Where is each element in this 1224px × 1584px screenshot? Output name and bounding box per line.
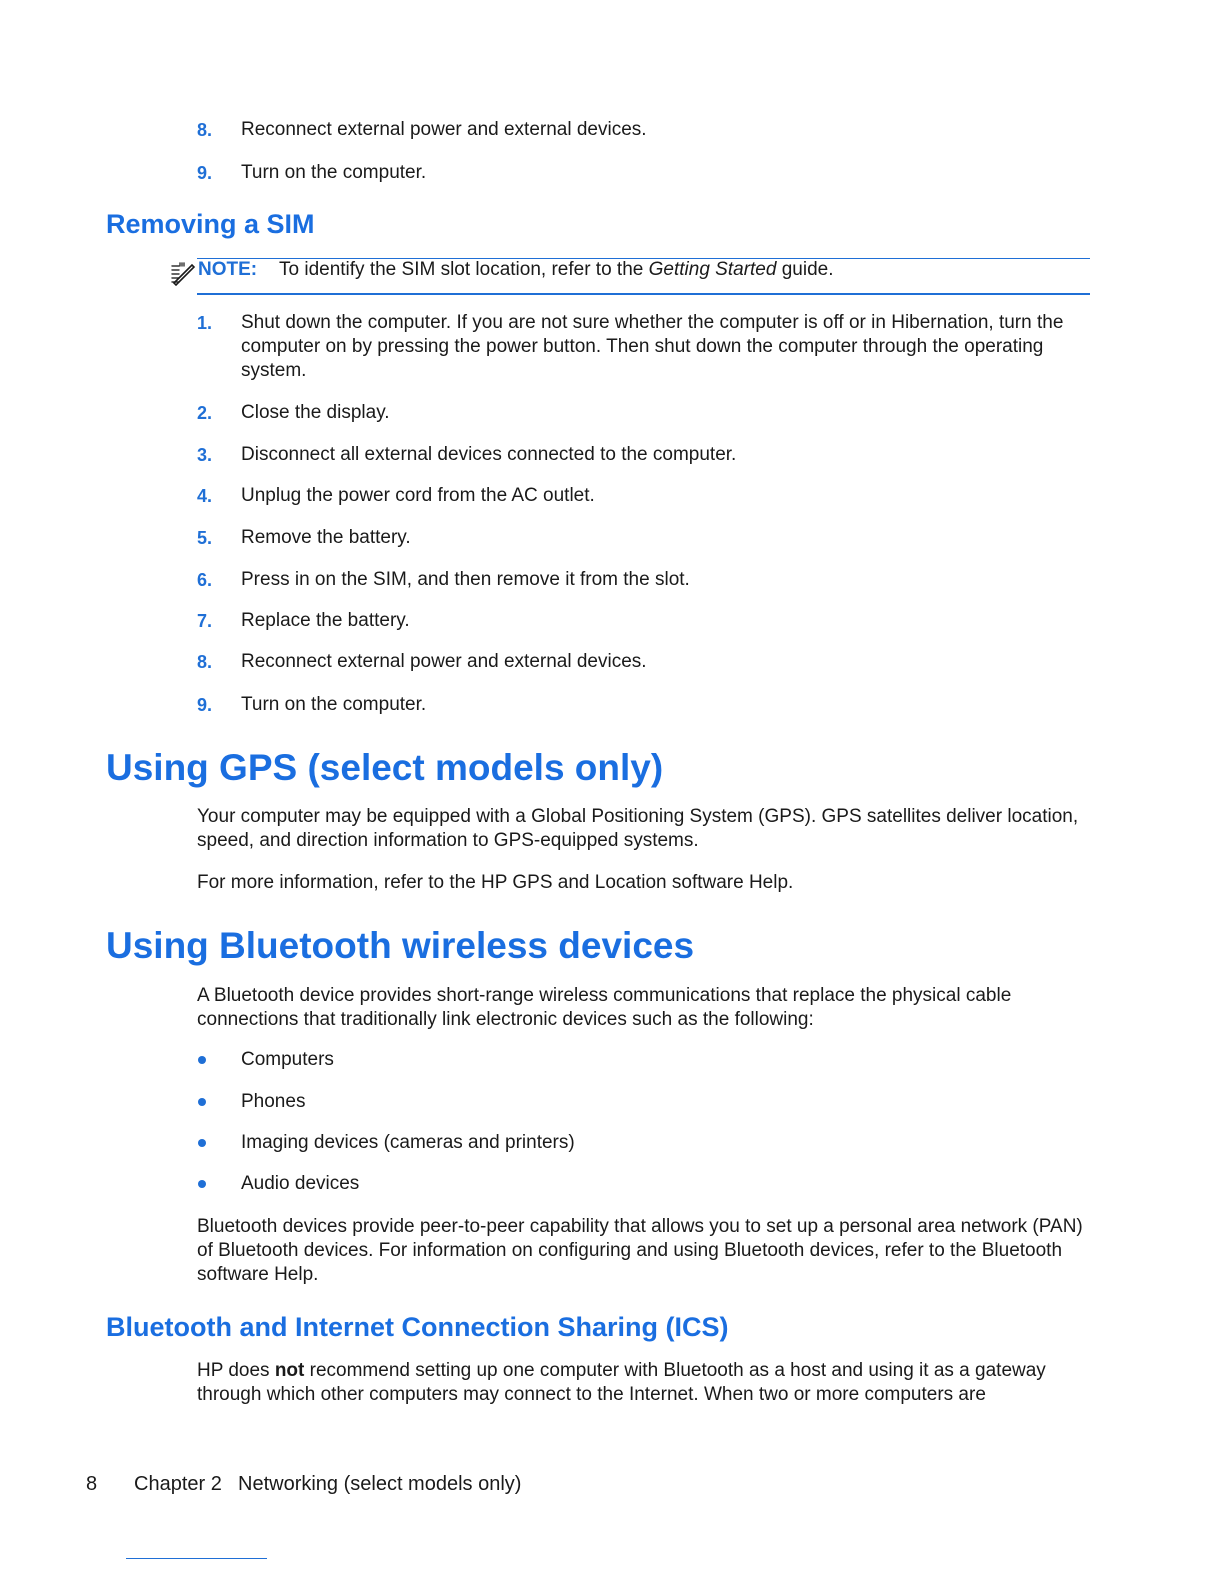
note-text-after: guide. <box>776 259 834 280</box>
section-heading-ics: Bluetooth and Internet Connection Sharing (ICS) <box>106 1312 729 1342</box>
bluetooth-pan-paragraph: Bluetooth devices provide peer-to-peer capability that allows you to set up a personal area network (PAN) of Bluetooth devices. For information on configuring and using Bluetooth devices, refer to the Bluetooth software Help. <box>197 1216 1083 1285</box>
note-box <box>170 256 1090 294</box>
list-item <box>197 526 1077 550</box>
step-text: Disconnect all external devices connected to the computer. <box>241 444 737 465</box>
step-text: Unplug the power cord from the AC outlet. <box>241 485 595 506</box>
footer-rule <box>126 1558 267 1559</box>
list-item <box>197 118 1077 142</box>
list-item <box>197 609 1077 633</box>
ics-text-after: recommend setting up one computer with Bluetooth as a host and using it as a gateway through which other computers may connect to the Internet. When two or more computers are <box>197 1360 1046 1405</box>
step-text: Replace the battery. <box>241 610 410 631</box>
gps-paragraph: Your computer may be equipped with a Global Positioning System (GPS). GPS satellites deliver location, speed, and direction information to GPS-equipped systems. <box>197 806 1079 851</box>
step-text: Remove the battery. <box>241 527 411 548</box>
bullet-text: Phones <box>241 1091 306 1112</box>
section-heading-removing-sim: Removing a SIM <box>106 209 315 239</box>
bullet-text: Imaging devices (cameras and printers) <box>241 1132 575 1153</box>
page-number: 8 <box>86 1473 98 1495</box>
list-item <box>197 1131 1077 1155</box>
footer-chapter-title: Networking (select models only) <box>238 1473 522 1495</box>
step-number: 6. <box>197 570 213 590</box>
list-item <box>197 693 1077 717</box>
list-item <box>197 568 1077 592</box>
step-number: 2. <box>197 403 213 423</box>
step-text: Turn on the computer. <box>241 694 427 715</box>
list-item <box>197 1048 1077 1072</box>
step-number: 3. <box>197 445 213 465</box>
list-item <box>197 1090 1077 1114</box>
note-text-before: To identify the SIM slot location, refer to the <box>279 259 649 280</box>
list-item <box>197 443 1077 467</box>
step-text: Turn on the computer. <box>241 162 427 183</box>
list-item <box>197 401 1077 425</box>
step-number: 1. <box>197 313 213 333</box>
list-item <box>197 484 1077 508</box>
bullet-dot-icon <box>198 1056 206 1064</box>
note-label: NOTE: <box>198 259 258 280</box>
note-text-italic: Getting Started <box>648 259 777 280</box>
note-rule-bottom <box>197 293 1090 295</box>
bullet-text: Audio devices <box>241 1173 360 1194</box>
step-number: 9. <box>197 163 213 183</box>
bullet-dot-icon <box>198 1180 206 1188</box>
section-heading-bluetooth: Using Bluetooth wireless devices <box>106 925 695 966</box>
ics-text-before: HP does <box>197 1360 275 1381</box>
step-number: 9. <box>197 695 213 715</box>
ics-paragraph <box>197 1359 1087 1407</box>
step-number: 7. <box>197 611 213 631</box>
bullet-text: Computers <box>241 1049 334 1070</box>
bluetooth-intro-paragraph: A Bluetooth device provides short-range wireless communications that replace the physical cable connections that traditionally link electronic devices such as the following: <box>197 985 1012 1030</box>
step-text: Close the display. <box>241 402 390 423</box>
step-number: 8. <box>197 120 213 140</box>
step-text: Shut down the computer. If you are not sure whether the computer is off or in Hibernation, turn the computer on by pressing the power button. Then shut down the computer through the operating system. <box>241 312 1064 381</box>
list-item <box>197 650 1077 674</box>
bullet-dot-icon <box>198 1139 206 1147</box>
footer-chapter: Chapter 2 <box>134 1473 222 1495</box>
step-text: Press in on the SIM, and then remove it from the slot. <box>241 569 690 590</box>
list-item <box>197 1172 1077 1196</box>
gps-help-paragraph: For more information, refer to the HP GPS and Location software Help. <box>197 872 794 893</box>
note-text <box>279 258 833 282</box>
step-number: 5. <box>197 528 213 548</box>
section-heading-gps: Using GPS (select models only) <box>106 747 664 788</box>
list-item <box>197 161 1077 185</box>
step-number: 4. <box>197 486 213 506</box>
bullet-dot-icon <box>198 1098 206 1106</box>
ics-text-bold: not <box>274 1360 305 1381</box>
step-text: Reconnect external power and external devices. <box>241 651 647 672</box>
pencil-note-icon <box>170 260 196 286</box>
step-number: 8. <box>197 652 213 672</box>
list-item <box>197 311 1077 383</box>
step-text: Reconnect external power and external devices. <box>241 119 647 140</box>
